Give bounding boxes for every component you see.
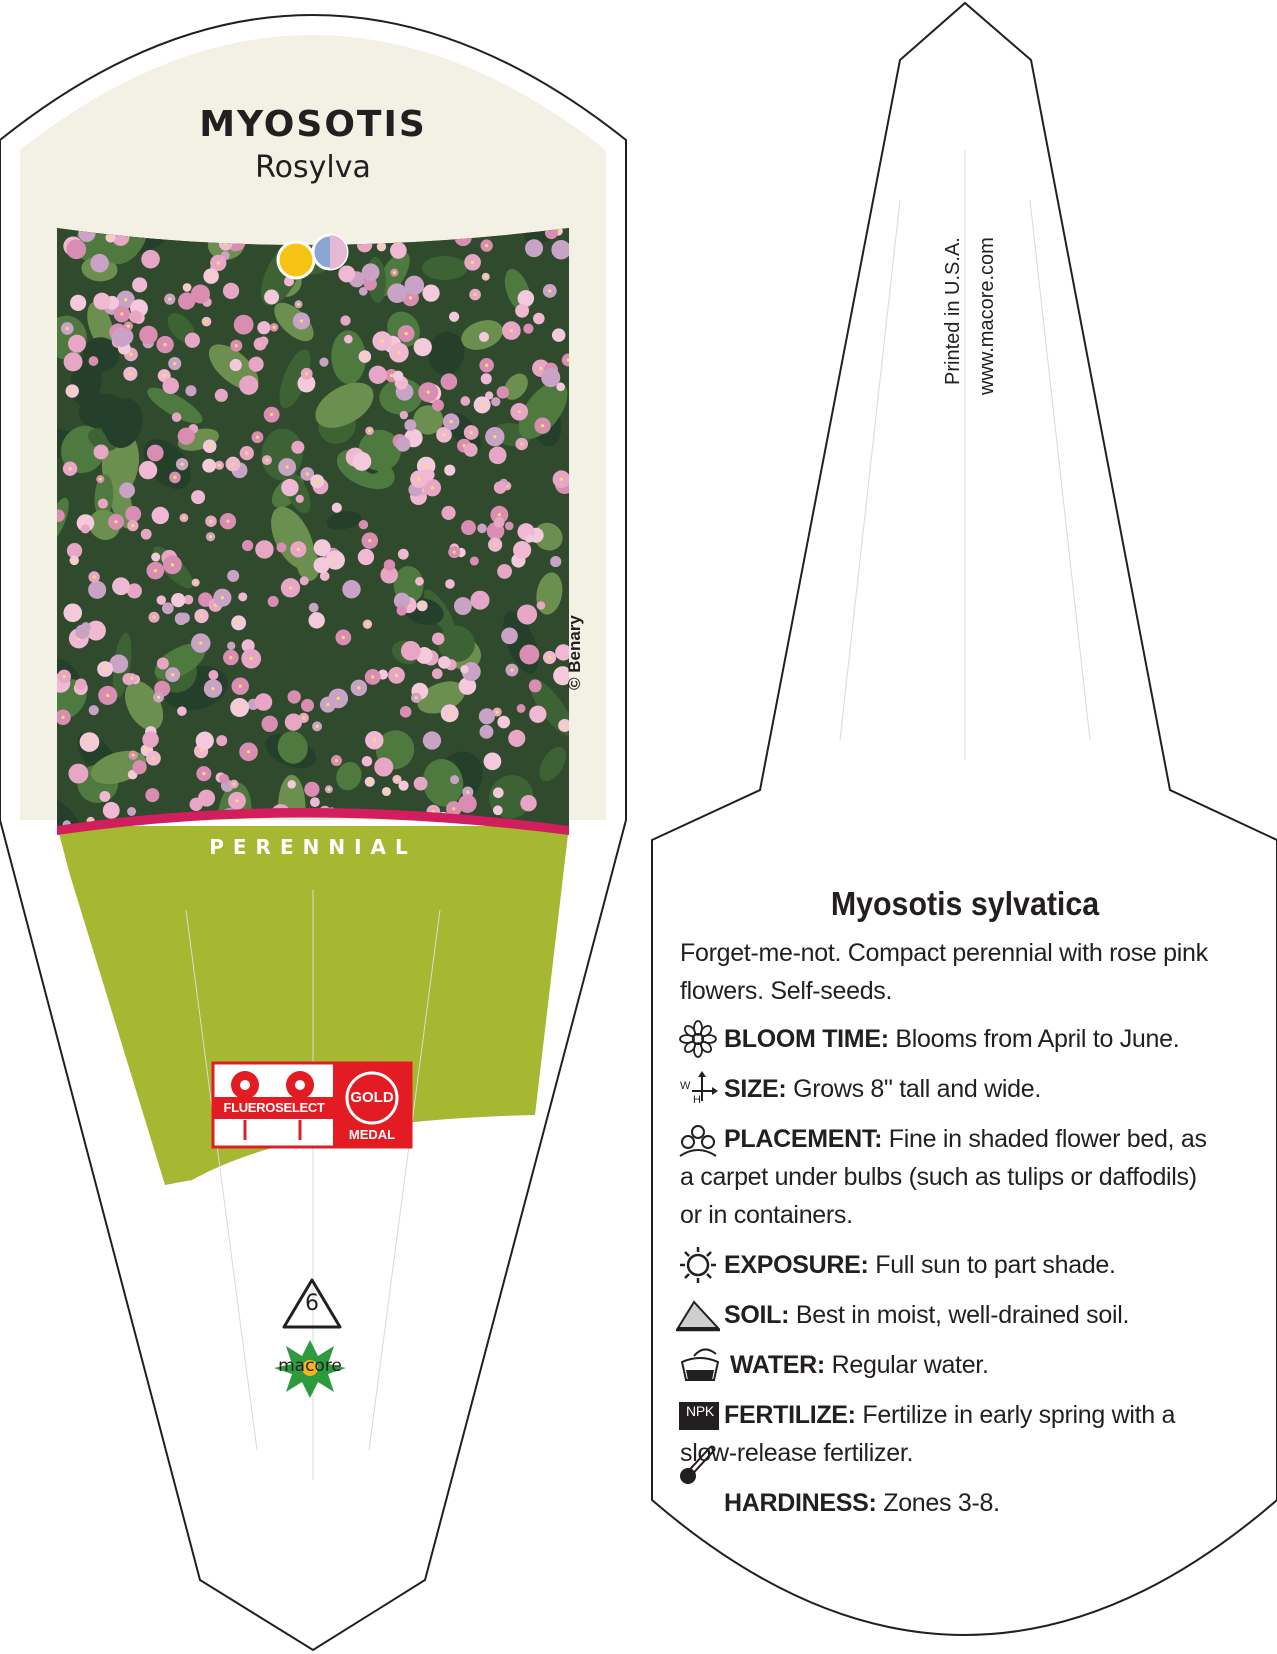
care-text: Blooms from April to June. [895,1025,1180,1053]
award-level: GOLD [350,1089,394,1106]
care-label: SIZE: [724,1075,787,1103]
care-text: Zones 3-8. [883,1489,1000,1517]
recycle-number: 6 [305,1291,319,1316]
yellow-dot-icon [278,242,314,278]
award-type: MEDAL [348,1127,396,1142]
brand-name: macore [278,1356,342,1376]
care-text: Fine in shaded flower bed, as a carpet under bulbs (such as tulips or daffodils) or in containers. [680,1125,1207,1229]
care-label: PLACEMENT: [724,1125,883,1153]
care-row-bloom [680,1020,1220,1058]
flower-photo [31,195,581,848]
care-label: WATER: [730,1351,825,1379]
care-text: Best in moist, well-drained soil. [795,1301,1130,1329]
care-row-hardiness [680,1484,1220,1522]
care-row-soil [680,1296,1220,1334]
size-w-label: W [680,1080,691,1092]
plant-name: MYOSOTIS [199,104,427,145]
care-row-fertilize [680,1396,1220,1472]
care-label: EXPOSURE: [724,1251,869,1279]
photo-credit: © Benary [565,615,584,690]
care-row-placement [680,1120,1220,1234]
species-name: Myosotis sylvatica [830,885,1100,922]
care-text: Regular water. [831,1351,989,1379]
care-row-exposure [680,1246,1220,1284]
care-text: Fertilize in early spring with a slow-release fertilizer. [680,1401,1176,1467]
plant-description: Forget-me-not. Compact perennial with rose pink flowers. Self-seeds. [680,939,1208,1005]
award-org: FLUEROSELECT [223,1100,325,1115]
care-text: Grows 8" tall and wide. [793,1075,1041,1103]
care-label: HARDINESS: [724,1489,877,1517]
care-label: BLOOM TIME: [724,1025,889,1053]
category-label: PERENNIAL [209,835,417,859]
care-text: Full sun to part shade. [875,1251,1116,1279]
website: www.macore.com [976,237,998,395]
size-h-label: H [693,1094,701,1106]
printed-in: Printed in U.S.A. [942,237,964,385]
npk-label: NPK [686,1403,714,1419]
care-row-water [680,1346,1220,1384]
cultivar-name: Rosylva [255,150,371,185]
care-row-size [680,1070,1220,1108]
care-label: SOIL: [724,1301,790,1329]
care-label: FERTILIZE: [724,1401,856,1429]
